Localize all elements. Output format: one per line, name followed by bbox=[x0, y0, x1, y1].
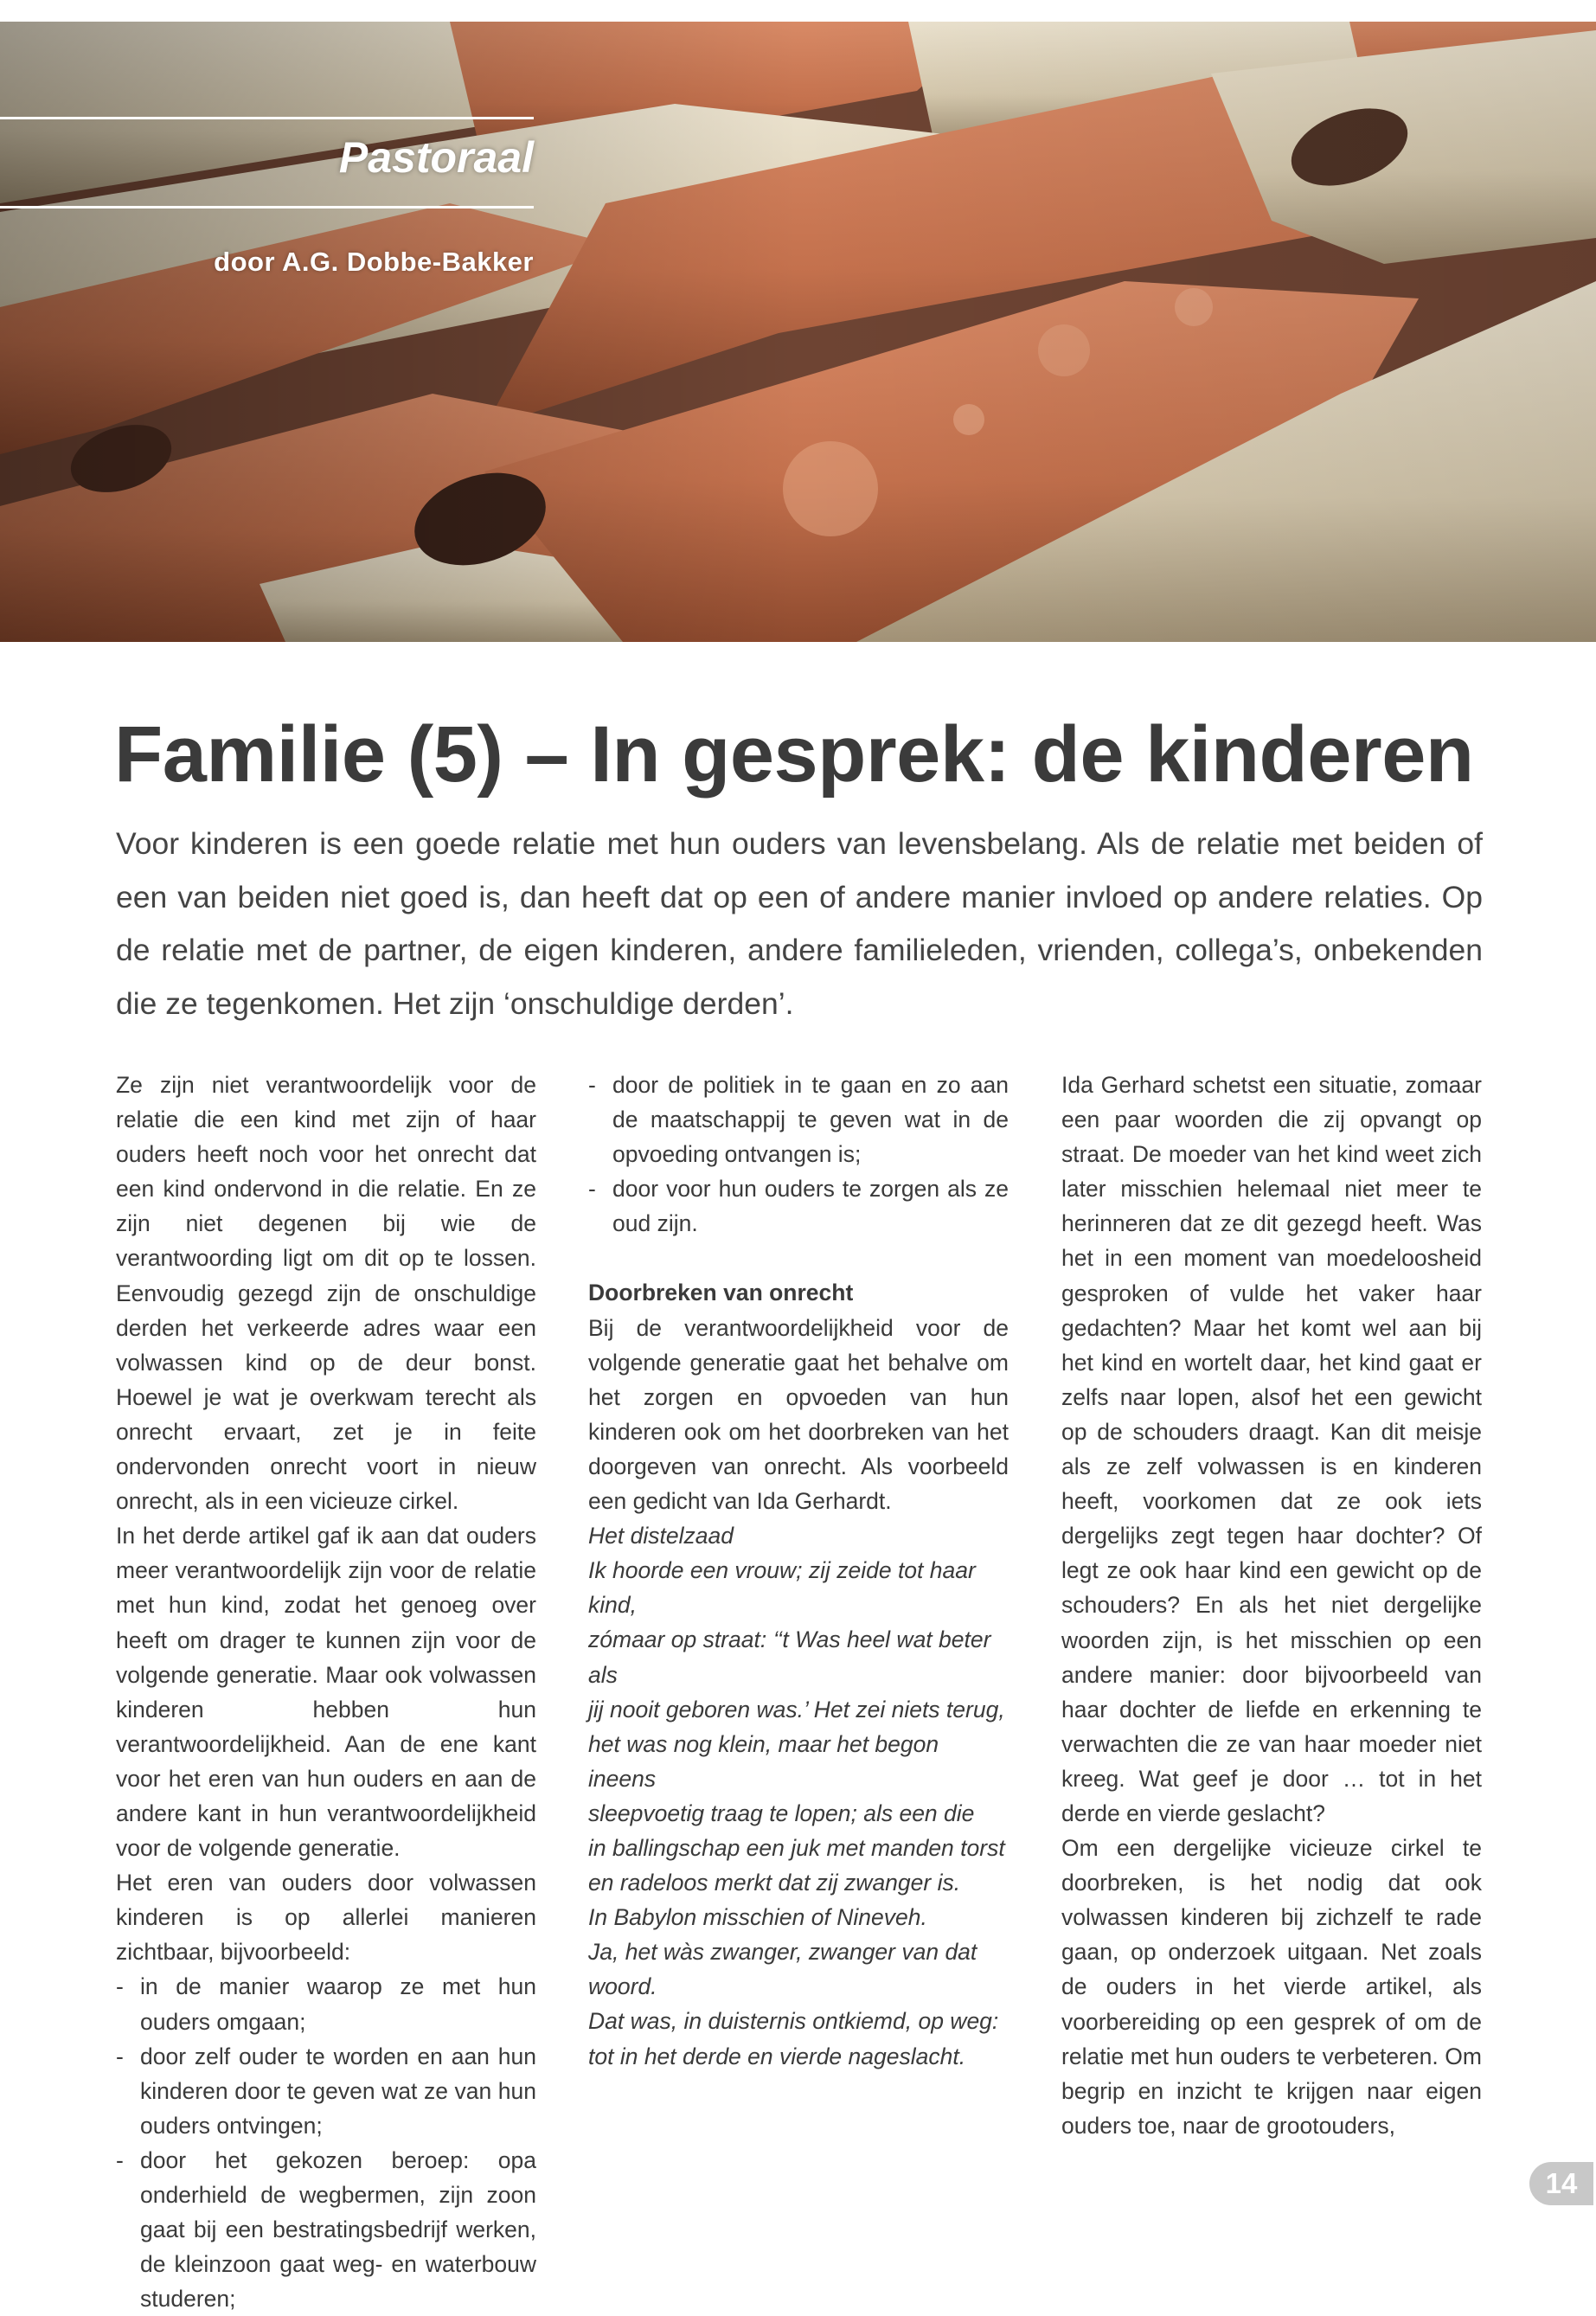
paragraph: Het eren van ouders door volwassen kinderen is op allerlei manieren zichtbaar, bijvoorbeeld: bbox=[116, 1870, 536, 1966]
poem-line: sleepvoetig traag te lopen; als een die bbox=[588, 1800, 975, 1826]
poem-line: in ballingschap een juk met manden torst bbox=[588, 1834, 1005, 1861]
paragraph: In het derde artikel gaf ik aan dat ouders meer verantwoordelijk zijn voor de relatie met hun kind, zodat het genoeg over heeft om drager te kunnen zijn voor de volgende generatie. Maar ook volwassen kinderen hebben hun verantwoordelijkheid. Aan de ene kant voor het eren van hun ouders en aan de andere kant in hun verantwoordelijkheid voor de volgende generatie. bbox=[116, 1523, 536, 1862]
list-item: - door voor hun ouders te zorgen als ze oud zijn. bbox=[588, 1176, 1009, 1237]
poem-line: Ja, het wàs zwanger, zwanger van dat woord. bbox=[588, 1939, 977, 2000]
list-item: - door zelf ouder te worden en aan hun kinderen door te geven wat ze van hun ouders ontvingen; bbox=[116, 2043, 536, 2139]
section-label: Pastoraal bbox=[338, 133, 534, 182]
article-column-3 bbox=[1061, 1068, 1482, 2143]
header-photo bbox=[0, 22, 1596, 642]
kicker-top-rule bbox=[0, 117, 534, 119]
page-number: 14 bbox=[1529, 2162, 1593, 2205]
list-item: - door de politiek in te gaan en zo aan de maatschappij te geven wat in de opvoeding ontvangen is; bbox=[588, 1072, 1009, 1168]
poem-line: jij nooit geboren was.’ Het zei niets terug, bbox=[588, 1696, 1005, 1723]
list-item: - door het gekozen beroep: opa onderhield de wegbermen, zijn zoon gaat bij een bestratingsbedrijf werken, de kleinzoon gaat weg- en waterbouw studeren; bbox=[116, 2146, 536, 2313]
poem-line: Ik hoorde een vrouw; zij zeide tot haar kind, bbox=[588, 1557, 976, 1619]
poem-line: Dat was, in duisternis ontkiemd, op weg: bbox=[588, 2008, 999, 2035]
bullet-list bbox=[588, 1068, 1009, 1241]
kicker-bottom-rule bbox=[0, 206, 534, 209]
paragraph: Ida Gerhard schetst een situatie, zomaar een paar woorden die zij opvangt op straat. De moeder van het kind weet zich later misschien helemaal niet meer te herinneren dat ze dit gezegd heeft. Was het in een moment van moedeloosheid gesproken of vulde het vaker haar gedachten? Maar het komt wel aan bij het kind en wortelt daar, het kind gaat er zelfs naar lopen, alsof het een gewicht op de schouders draagt. Kan dit meisje als ze zelf volwassen is en kinderen heeft, voorkomen dat ze ook iets dergelijks zegt tegen haar dochter? Of legt ze ook haar kind een gewicht op de schouders? En als het niet dergelijke woorden zijn, is het misschien op een andere manier: door bijvoorbeeld van haar dochter de liefde en erkenning te verwachten die ze van haar moeder niet kreeg. Wat geef je door … tot in het derde en vierde geslacht? bbox=[1061, 1072, 1482, 1826]
article-column-2 bbox=[588, 1068, 1009, 2074]
list-item: - in de manier waarop ze met hun ouders omgaan; bbox=[116, 1973, 536, 2035]
paragraph: Om een dergelijke vicieuze cirkel te doorbreken, is het nodig dat ook volwassen kinderen bij zichzelf te rade gaan, op onderzoek uitgaan. Net zoals de ouders in het vierde artikel, als voorbereiding op een gesprek of om de relatie met hun ouders te verbeteren. Om begrip en inzicht te krijgen naar eigen ouders toe, naar de grootouders, bbox=[1061, 1835, 1482, 2139]
poem-line: het was nog klein, maar het begon ineens bbox=[588, 1730, 939, 1792]
paragraph: Ze zijn niet verantwoordelijk voor de relatie die een kind met zijn of haar ouders heeft noch voor het onrecht dat een kind ondervond in die relatie. En ze zijn niet degenen bij wie de verantwoording ligt om dit op te lossen. Eenvoudig gezegd zijn de onschuldige derden het verkeerde adres waar een volwassen kind op de deur bonst. Hoewel je wat je overkwam terecht als onrecht ervaart, zet je in feite ondervonden onrecht voort in nieuw onrecht, als in een vicieuze cirkel. bbox=[116, 1072, 536, 1515]
poem bbox=[588, 1518, 1009, 2074]
poem-line: Het distelzaad bbox=[588, 1523, 734, 1549]
poem-line: tot in het derde en vierde nageslacht. bbox=[588, 2043, 966, 2069]
paragraph: Bij de verantwoordelijkheid voor de volgende generatie gaat het behalve om het zorgen en opvoeden van hun kinderen ook om het doorbreken van het doorgeven van onrecht. Als voorbeeld een gedicht van Ida Gerhardt. bbox=[588, 1314, 1009, 1515]
bullet-list bbox=[116, 1969, 536, 2316]
subheading: Doorbreken van onrecht bbox=[588, 1280, 854, 1306]
article-title: Familie (5) – In gesprek: de kinderen bbox=[114, 710, 1474, 799]
poem-line: en radeloos merkt dat zij zwanger is. bbox=[588, 1870, 961, 1896]
article-column-1 bbox=[116, 1068, 536, 2316]
roof-tiles-illustration bbox=[0, 22, 1596, 642]
article-intro: Voor kinderen is een goede relatie met hun ouders van levensbelang. Als de relatie met beiden of een van beiden niet goed is, dan heeft dat op een of andere manier invloed op andere relaties. Op de relatie met de partner, de eigen kinderen, andere familieleden, vrienden, collega’s, onbekenden die ze tegenkomen. Het zijn ‘onschuldige derden’. bbox=[116, 826, 1483, 1021]
author-byline: door A.G. Dobbe-Bakker bbox=[214, 247, 534, 277]
poem-line: zómaar op straat: ‘‘t Was heel wat beter als bbox=[588, 1626, 991, 1688]
poem-line: In Babylon misschien of Nineveh. bbox=[588, 1904, 927, 1931]
